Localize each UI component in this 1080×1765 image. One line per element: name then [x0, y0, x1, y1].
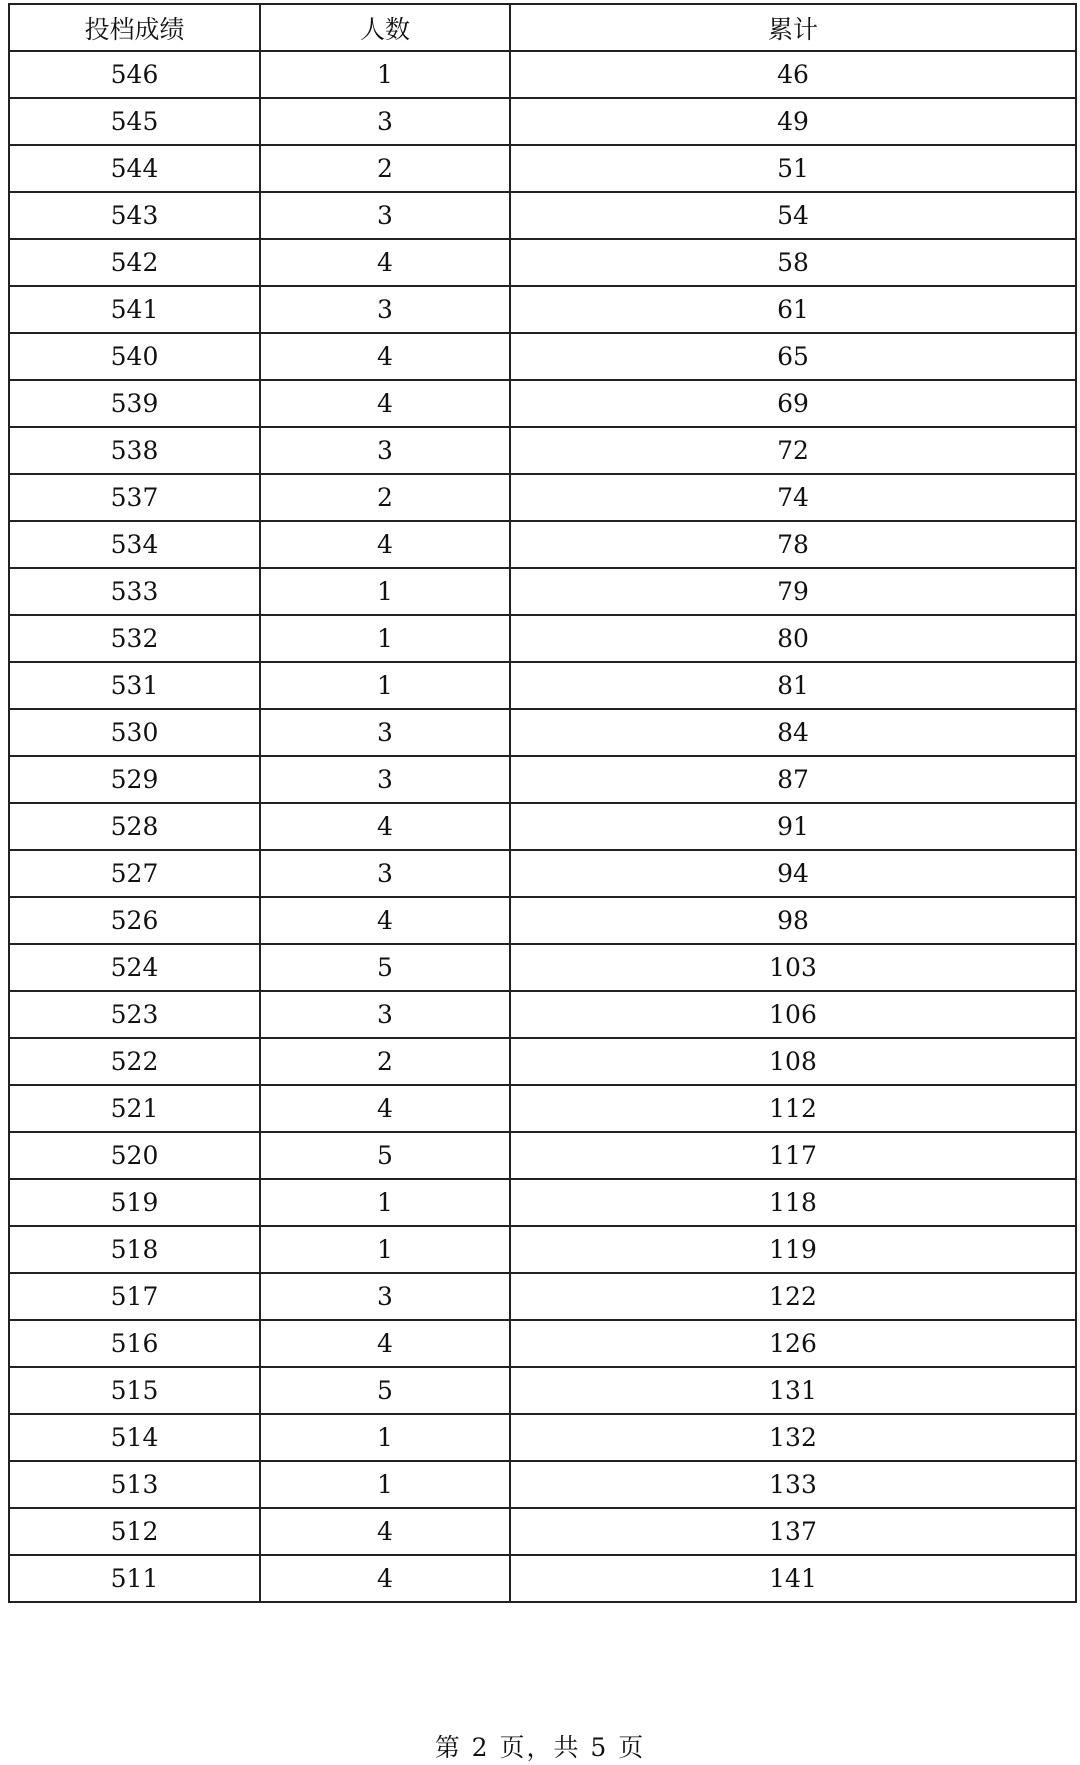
- table-row: [9, 474, 1076, 521]
- cell-score: 523: [9, 991, 260, 1038]
- cell-score: 533: [9, 568, 260, 615]
- cell-count: 1: [260, 1179, 510, 1226]
- cell-count: 3: [260, 98, 510, 145]
- cell-count: 1: [260, 1461, 510, 1508]
- table-row: [9, 380, 1076, 427]
- cell-cumulative: 65: [510, 333, 1076, 380]
- cell-cumulative: 98: [510, 897, 1076, 944]
- cell-score: 529: [9, 756, 260, 803]
- cell-score: 534: [9, 521, 260, 568]
- cell-cumulative: 49: [510, 98, 1076, 145]
- table-row: [9, 1273, 1076, 1320]
- cell-cumulative: 126: [510, 1320, 1076, 1367]
- table-header-row: [9, 4, 1076, 51]
- table-row: [9, 1414, 1076, 1461]
- table-row: [9, 1461, 1076, 1508]
- cell-score: 515: [9, 1367, 260, 1414]
- cell-count: 4: [260, 239, 510, 286]
- cell-score: 518: [9, 1226, 260, 1273]
- cell-count: 3: [260, 756, 510, 803]
- cell-score: 527: [9, 850, 260, 897]
- cell-score: 513: [9, 1461, 260, 1508]
- cell-count: 1: [260, 662, 510, 709]
- cell-score: 543: [9, 192, 260, 239]
- cell-cumulative: 84: [510, 709, 1076, 756]
- cell-cumulative: 108: [510, 1038, 1076, 1085]
- cell-cumulative: 54: [510, 192, 1076, 239]
- table-row: [9, 333, 1076, 380]
- cell-cumulative: 80: [510, 615, 1076, 662]
- cell-count: 4: [260, 333, 510, 380]
- cell-cumulative: 133: [510, 1461, 1076, 1508]
- table-row: [9, 709, 1076, 756]
- cell-cumulative: 74: [510, 474, 1076, 521]
- cell-count: 1: [260, 51, 510, 98]
- cell-score: 537: [9, 474, 260, 521]
- table-row: [9, 192, 1076, 239]
- cell-count: 1: [260, 568, 510, 615]
- cell-cumulative: 87: [510, 756, 1076, 803]
- cell-cumulative: 141: [510, 1555, 1076, 1602]
- cell-score: 540: [9, 333, 260, 380]
- cell-score: 524: [9, 944, 260, 991]
- score-table: [8, 3, 1077, 1603]
- cell-cumulative: 51: [510, 145, 1076, 192]
- table-row: [9, 1555, 1076, 1602]
- cell-score: 545: [9, 98, 260, 145]
- cell-cumulative: 78: [510, 521, 1076, 568]
- cell-count: 1: [260, 615, 510, 662]
- header-score: 投档成绩: [9, 4, 260, 51]
- cell-score: 538: [9, 427, 260, 474]
- page-number: 第 2 页，共 5 页: [434, 1733, 646, 1762]
- cell-cumulative: 122: [510, 1273, 1076, 1320]
- cell-cumulative: 103: [510, 944, 1076, 991]
- cell-score: 544: [9, 145, 260, 192]
- table-row: [9, 662, 1076, 709]
- cell-cumulative: 69: [510, 380, 1076, 427]
- table-row: [9, 1508, 1076, 1555]
- cell-score: 539: [9, 380, 260, 427]
- cell-cumulative: 117: [510, 1132, 1076, 1179]
- cell-cumulative: 72: [510, 427, 1076, 474]
- table-row: [9, 803, 1076, 850]
- cell-score: 532: [9, 615, 260, 662]
- cell-score: 512: [9, 1508, 260, 1555]
- cell-score: 520: [9, 1132, 260, 1179]
- cell-count: 3: [260, 709, 510, 756]
- cell-score: 519: [9, 1179, 260, 1226]
- cell-score: 526: [9, 897, 260, 944]
- cell-score: 541: [9, 286, 260, 333]
- table-row: [9, 1132, 1076, 1179]
- cell-cumulative: 106: [510, 991, 1076, 1038]
- cell-count: 1: [260, 1414, 510, 1461]
- cell-cumulative: 46: [510, 51, 1076, 98]
- cell-cumulative: 119: [510, 1226, 1076, 1273]
- cell-count: 2: [260, 474, 510, 521]
- table-body: [9, 51, 1076, 1602]
- cell-cumulative: 132: [510, 1414, 1076, 1461]
- table-row: [9, 98, 1076, 145]
- cell-count: 4: [260, 380, 510, 427]
- cell-cumulative: 118: [510, 1179, 1076, 1226]
- cell-count: 5: [260, 1132, 510, 1179]
- cell-cumulative: 94: [510, 850, 1076, 897]
- table-row: [9, 427, 1076, 474]
- cell-count: 4: [260, 1320, 510, 1367]
- cell-cumulative: 81: [510, 662, 1076, 709]
- cell-count: 4: [260, 897, 510, 944]
- cell-count: 3: [260, 1273, 510, 1320]
- cell-count: 3: [260, 192, 510, 239]
- cell-count: 5: [260, 1367, 510, 1414]
- cell-count: 4: [260, 803, 510, 850]
- table-row: [9, 944, 1076, 991]
- table-row: [9, 615, 1076, 662]
- cell-count: 3: [260, 991, 510, 1038]
- table-row: [9, 239, 1076, 286]
- cell-score: 528: [9, 803, 260, 850]
- cell-cumulative: 61: [510, 286, 1076, 333]
- cell-count: 3: [260, 850, 510, 897]
- cell-count: 4: [260, 1555, 510, 1602]
- table-row: [9, 568, 1076, 615]
- cell-count: 1: [260, 1226, 510, 1273]
- cell-count: 4: [260, 1508, 510, 1555]
- cell-cumulative: 58: [510, 239, 1076, 286]
- cell-cumulative: 91: [510, 803, 1076, 850]
- table-row: [9, 897, 1076, 944]
- cell-score: 530: [9, 709, 260, 756]
- cell-score: 511: [9, 1555, 260, 1602]
- cell-count: 3: [260, 427, 510, 474]
- header-cumulative: 累计: [510, 4, 1076, 51]
- cell-cumulative: 137: [510, 1508, 1076, 1555]
- cell-count: 5: [260, 944, 510, 991]
- cell-count: 2: [260, 1038, 510, 1085]
- cell-count: 4: [260, 521, 510, 568]
- table-row: [9, 51, 1076, 98]
- cell-score: 542: [9, 239, 260, 286]
- table-row: [9, 1367, 1076, 1414]
- cell-count: 4: [260, 1085, 510, 1132]
- header-count: 人数: [260, 4, 510, 51]
- cell-score: 514: [9, 1414, 260, 1461]
- table-row: [9, 756, 1076, 803]
- cell-cumulative: 112: [510, 1085, 1076, 1132]
- cell-count: 3: [260, 286, 510, 333]
- cell-score: 517: [9, 1273, 260, 1320]
- table-row: [9, 1038, 1076, 1085]
- table-row: [9, 145, 1076, 192]
- cell-score: 522: [9, 1038, 260, 1085]
- table-row: [9, 991, 1076, 1038]
- table-row: [9, 521, 1076, 568]
- cell-cumulative: 131: [510, 1367, 1076, 1414]
- table-row: [9, 1085, 1076, 1132]
- cell-count: 2: [260, 145, 510, 192]
- table-row: [9, 1320, 1076, 1367]
- cell-score: 521: [9, 1085, 260, 1132]
- table-row: [9, 286, 1076, 333]
- cell-cumulative: 79: [510, 568, 1076, 615]
- table-row: [9, 1179, 1076, 1226]
- cell-score: 516: [9, 1320, 260, 1367]
- cell-score: 546: [9, 51, 260, 98]
- table-row: [9, 850, 1076, 897]
- cell-score: 531: [9, 662, 260, 709]
- table-row: [9, 1226, 1076, 1273]
